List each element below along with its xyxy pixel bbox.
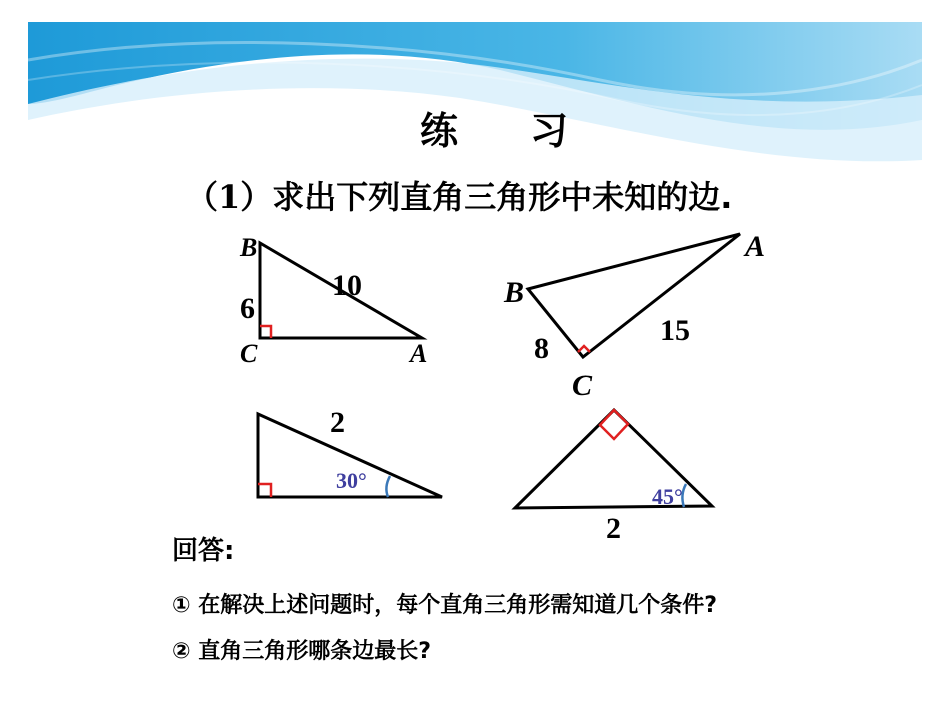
right-angle-mark — [260, 326, 271, 338]
vertex-c-label: C — [240, 339, 258, 368]
vertex-c-label: C — [572, 369, 593, 402]
angle-arc — [682, 484, 686, 507]
question-body: 求出下列直角三角形中未知的边. — [272, 178, 733, 216]
side-ab-label: 10 — [332, 269, 362, 302]
side-bc-label: 8 — [534, 332, 549, 365]
triangle-4 — [515, 410, 712, 545]
question-prefix: （1） — [186, 178, 273, 216]
vertex-a-label: A — [745, 230, 766, 263]
triangle-3 — [258, 406, 442, 497]
title-char-2: 习 — [530, 109, 571, 153]
hypotenuse-label: 2 — [606, 512, 621, 545]
vertex-b-label: B — [504, 276, 525, 309]
right-angle-mark — [578, 346, 590, 352]
title-char-1: 练 — [419, 109, 460, 153]
vertex-b-label: B — [240, 233, 258, 262]
vertex-a-label: A — [410, 339, 428, 368]
triangle-1 — [239, 233, 427, 368]
answer-label: 回答: — [172, 536, 235, 566]
right-angle-mark — [258, 484, 271, 497]
hypotenuse-label: 2 — [330, 406, 345, 439]
side-ac-label: 15 — [660, 314, 690, 347]
angle-arc — [386, 476, 390, 497]
triangle-2 — [503, 230, 765, 402]
angle-label: 45° — [652, 484, 683, 509]
side-bc-label: 6 — [240, 292, 255, 325]
triangle-2-shape — [528, 234, 740, 357]
question-item-2: ② 直角三角形哪条边最长? — [172, 639, 432, 664]
angle-label: 30° — [336, 468, 367, 493]
question-item-1: ① 在解决上述问题时，每个直角三角形需知道几个条件? — [172, 593, 718, 618]
right-angle-mark — [600, 410, 628, 439]
